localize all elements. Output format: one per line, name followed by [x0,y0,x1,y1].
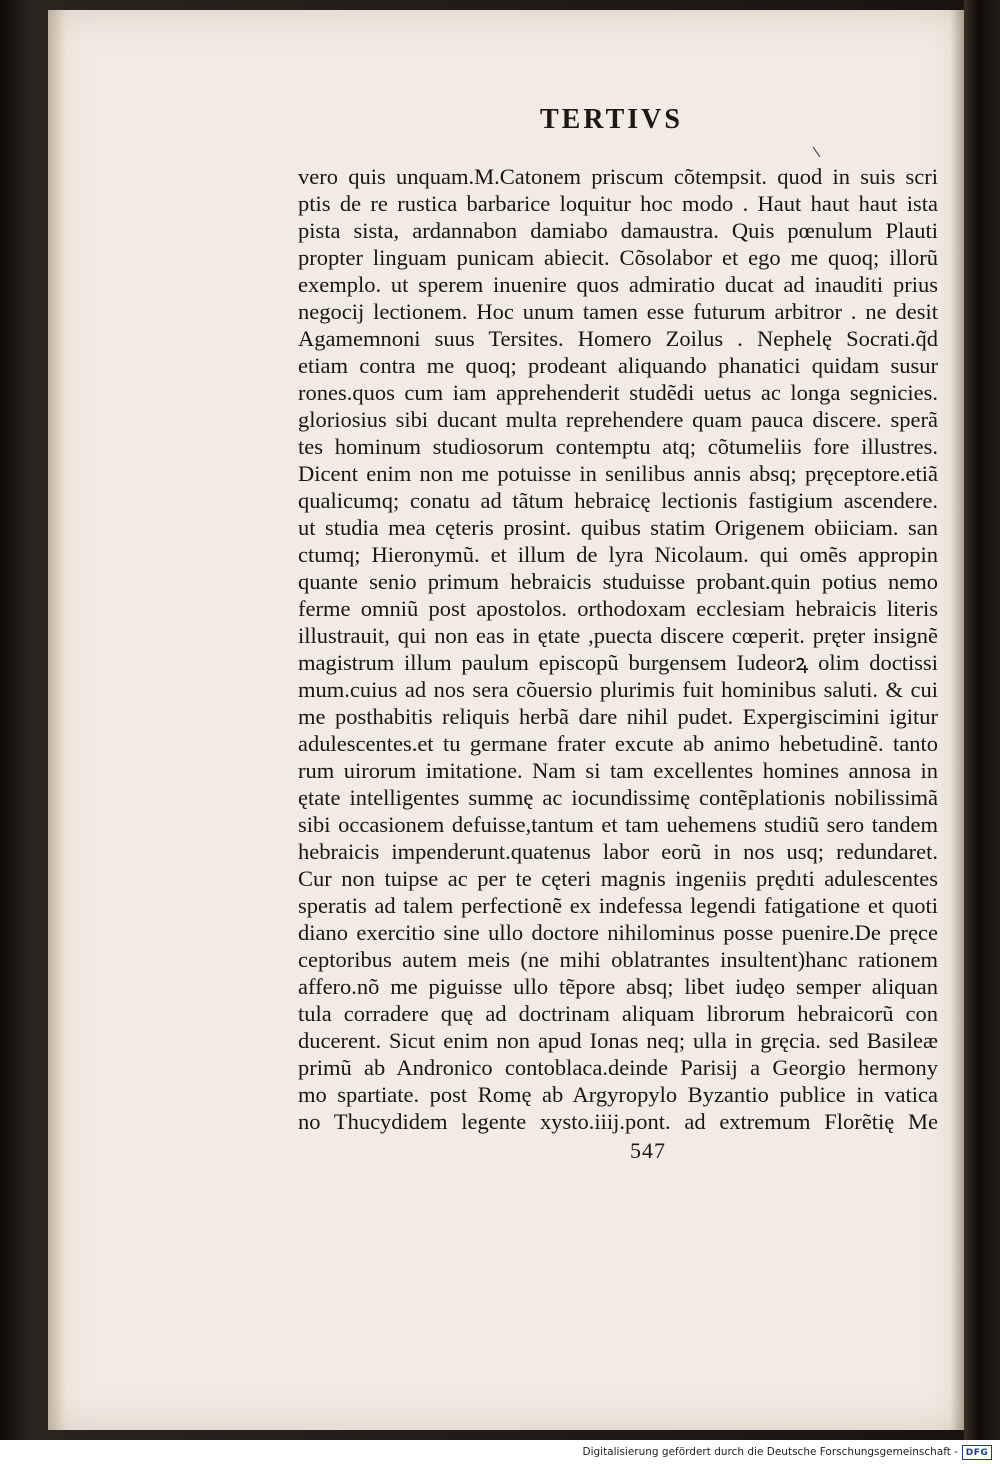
text-line: illustrauit, qui non eas in ętate ,puecta discere cœperit. pręter insignẽ [298,623,938,648]
text-line: ducerent. Sicut enim non apud Ionas neq; ulla in gręcia. sed Basileæ [298,1028,938,1053]
text-line: ceptoribus autem meis (ne mihi oblatrantes insultent)hanc rationem [298,947,938,972]
footer-credit: Digitalisierung gefördert durch die Deutsche Forschungsgemeinschaft - [582,1446,958,1458]
text-line: Dicent enim non me potuisse in senilibus annis absq; pręceptore.etiã [298,461,938,486]
text-line: no Thucydidem legente xysto.iiij.pont. ad extremum Florẽtię Me [298,1109,938,1134]
dfg-logo: DFG [962,1445,992,1460]
text-line: Cur non tuipse ac per te cęteri magnis ingeniis prędıti adulescentes [298,866,938,891]
text-line: ferme omniũ post apostolos. orthodoxam ecclesiam hebraicis literis [298,596,938,621]
text-line: mo spartiate. post Romę ab Argyropylo Byzantio publice in vatica [298,1082,938,1107]
text-line: gloriosius sibi ducant multa reprehendere quam pauca discere. sperã [298,407,938,432]
text-line: speratis ad talem perfectionẽ ex indefessa legendi fatigatione et quoti [298,893,938,918]
text-line: mum.cuius ad nos sera cõuersio plurimis fuit hominibus saluti. & cui [298,677,938,702]
text-line: ctumq; Hieronymũ. et illum de lyra Nicolaum. qui omẽs appropin [298,542,938,567]
text-line: affero.nõ me piguisse ullo tẽpore absq; libet iudęo semper aliquan [298,974,938,999]
text-line: Agamemnoni suus Tersites. Homero Zoilus . Nephelę Socrati.q̃d [298,326,938,351]
body-text [298,163,938,1135]
text-line: vero quis unquam.M.Catonem priscum cõtempsit. quod in suis scri [298,164,938,189]
text-line: rum uirorum imitatione. Nam si tam excellentes homines annosa in [298,758,938,783]
text-line: pista sista, ardannabon damiabo damaustra. Quis pœnulum Plauti [298,218,938,243]
text-line: exemplo. ut sperem inuenire quos admiratio ducat ad inauditi prius [298,272,938,297]
text-line: hebraicis impenderunt.quatenus labor eorũ in nos usq; redundaret. [298,839,938,864]
text-line: tes hominum studiosorum contemptu atq; cõtumeliis fore illustres. [298,434,938,459]
text-line: propter linguam punicam abiecit. Cõsolabor et ego me quoq; illorũ [298,245,938,270]
text-line: ut studia mea cęteris prosint. quibus statim Origenem obiiciam. san [298,515,938,540]
text-line: rones.quos cum iam apprehenderit studẽdi uetus ac longa segnicies. [298,380,938,405]
text-line: tula corradere quę ad doctrinam aliquam librorum hebraicorũ con [298,1001,938,1026]
text-line: ptis de re rustica barbarice loquitur hoc modo . Haut haut haut ista [298,191,938,216]
text-line: qualicumq; conatu ad tãtum hebraicę lectionis fastigium ascendere. [298,488,938,513]
text-line: quante senio primum hebraicis studuisse probant.quin potius nemo [298,569,938,594]
text-line: etiam contra me quoq; prodeant aliquando phanatici quidam susur [298,353,938,378]
text-line: diano exercitio sine ullo doctore nihilominus posse puenire.De pręce [298,920,938,945]
binding-edge [964,0,1000,1440]
text-line: me posthabitis reliquis herbã dare nihil pudet. Expergiscimini igitur [298,704,938,729]
text-line: ętate intelligentes summę ac iocundissimę contẽplationis nobilissimã [298,785,938,810]
text-line: sibi occasionem defuisse,tantum et tam uehemens studiũ sero tandem [298,812,938,837]
digitization-footer [0,1440,1000,1467]
text-line: primũ ab Andronico contoblaca.deinde Parisij a Georgio hermony [298,1055,938,1080]
running-head: TERTIVS [540,104,683,135]
text-line: adulescentes.et tu germane frater excute ab animo hebetudinẽ. tanto [298,731,938,756]
folio-number: 547 [630,1138,666,1163]
text-line: negocij lectionem. Hoc unum tamen esse futurum arbitror . ne desit [298,299,938,324]
text-line: magistrum illum paulum episcopũ burgensem Iudeorꝝ olim doctissi [298,650,938,675]
